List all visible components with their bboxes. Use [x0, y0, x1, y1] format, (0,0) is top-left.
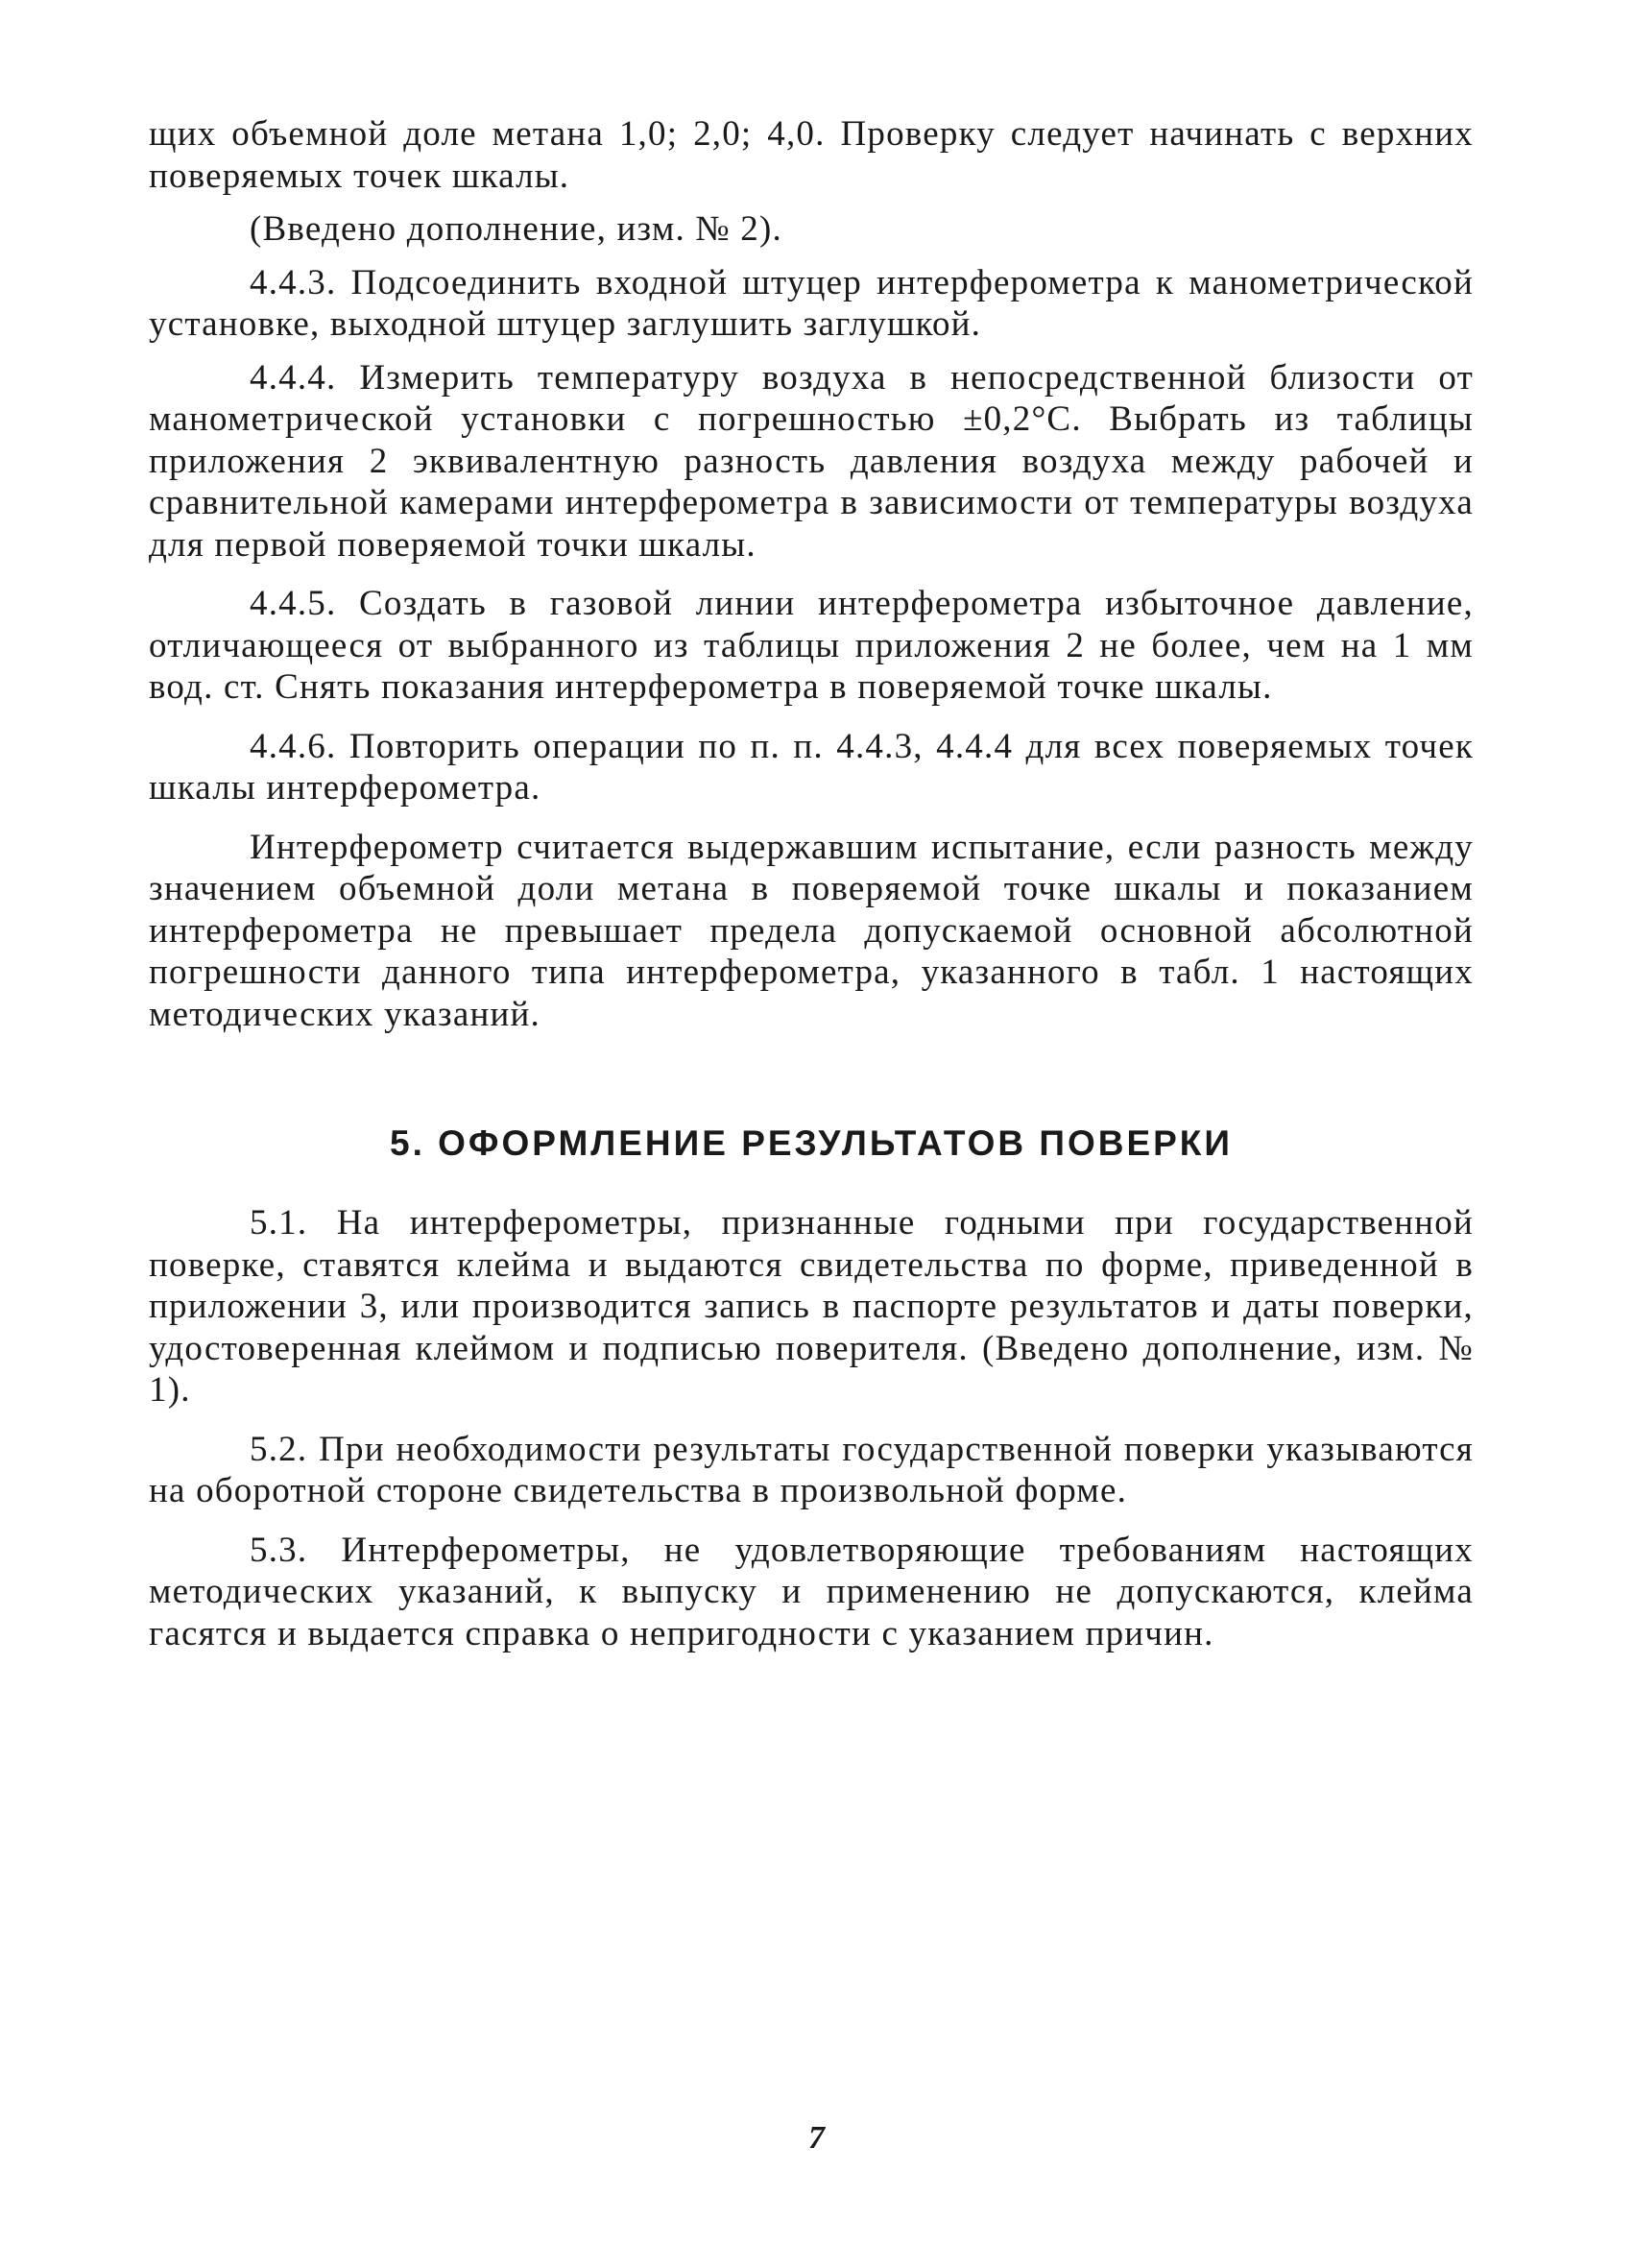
- paragraph-4-4-5: 4.4.5. Создать в газовой линии интерферометра избыточное давление, отличающееся от выбранного из таблицы приложения 2 не более, чем на 1 мм вод. ст. Снять показания интерферометра в поверяемой точке шкалы.: [149, 584, 1474, 707]
- paragraph-4-4-4: 4.4.4. Измерить температуру воздуха в непосредственной близости от манометрической установки с погрешностью ±0,2°С. Выбрать из таблицы приложения 2 эквивалентную разность давления воздуха между рабочей и сравнительной камерами интерферометра в зависимости от температуры воздуха для первой поверяемой точки шкалы.: [149, 357, 1474, 565]
- paragraph-5-1: 5.1. На интерферометры, признанные годными при государственной поверке, ставятся клейма и выдаются свидетельства по форме, приведенной в приложении 3, или производится запись в паспорте результатов и даты поверки, удостоверенная клеймом и подписью поверителя. (Введено дополнение, изм. № 1).: [149, 1203, 1474, 1410]
- paragraph-acceptance-criteria: Интерферометр считается выдержавшим испытание, если разность между значением объемной доли метана в поверяемой точке шкалы и показанием интерферометра не превышает предела допускаемой основной абсолютной погрешности данного типа интерферометра, указанного в табл. 1 настоящих методических указаний.: [149, 827, 1474, 1034]
- paragraph-continuation: щих объемной доле метана 1,0; 2,0; 4,0. Проверку следует начинать с верхних поверяемых точек шкалы.: [149, 114, 1474, 196]
- paragraph-4-4-6: 4.4.6. Повторить операции по п. п. 4.4.3, 4.4.4 для всех поверяемых точек шкалы интерферометра.: [149, 726, 1474, 808]
- paragraph-4-4-3: 4.4.3. Подсоединить входной штуцер интерферометра к манометрической установке, выходной штуцер заглушить заглушкой.: [149, 262, 1474, 344]
- paragraph-5-3: 5.3. Интерферометры, не удовлетворяющие требованиям настоящих методических указаний, к выпуску и применению не допускаются, клейма гасятся и выдается справка о непригодности с указанием причин.: [149, 1530, 1474, 1653]
- section-heading: 5. ОФОРМЛЕНИЕ РЕЗУЛЬТАТОВ ПОВЕРКИ: [390, 1123, 1233, 1163]
- page-number: 7: [808, 2120, 825, 2156]
- paragraph-5-2: 5.2. При необходимости результаты государственной поверки указываются на оборотной стороне свидетельства в произвольной форме.: [149, 1429, 1474, 1510]
- document-page: [149, 113, 1474, 1654]
- paragraph-amendment-2: (Введено дополнение, изм. № 2).: [250, 209, 782, 249]
